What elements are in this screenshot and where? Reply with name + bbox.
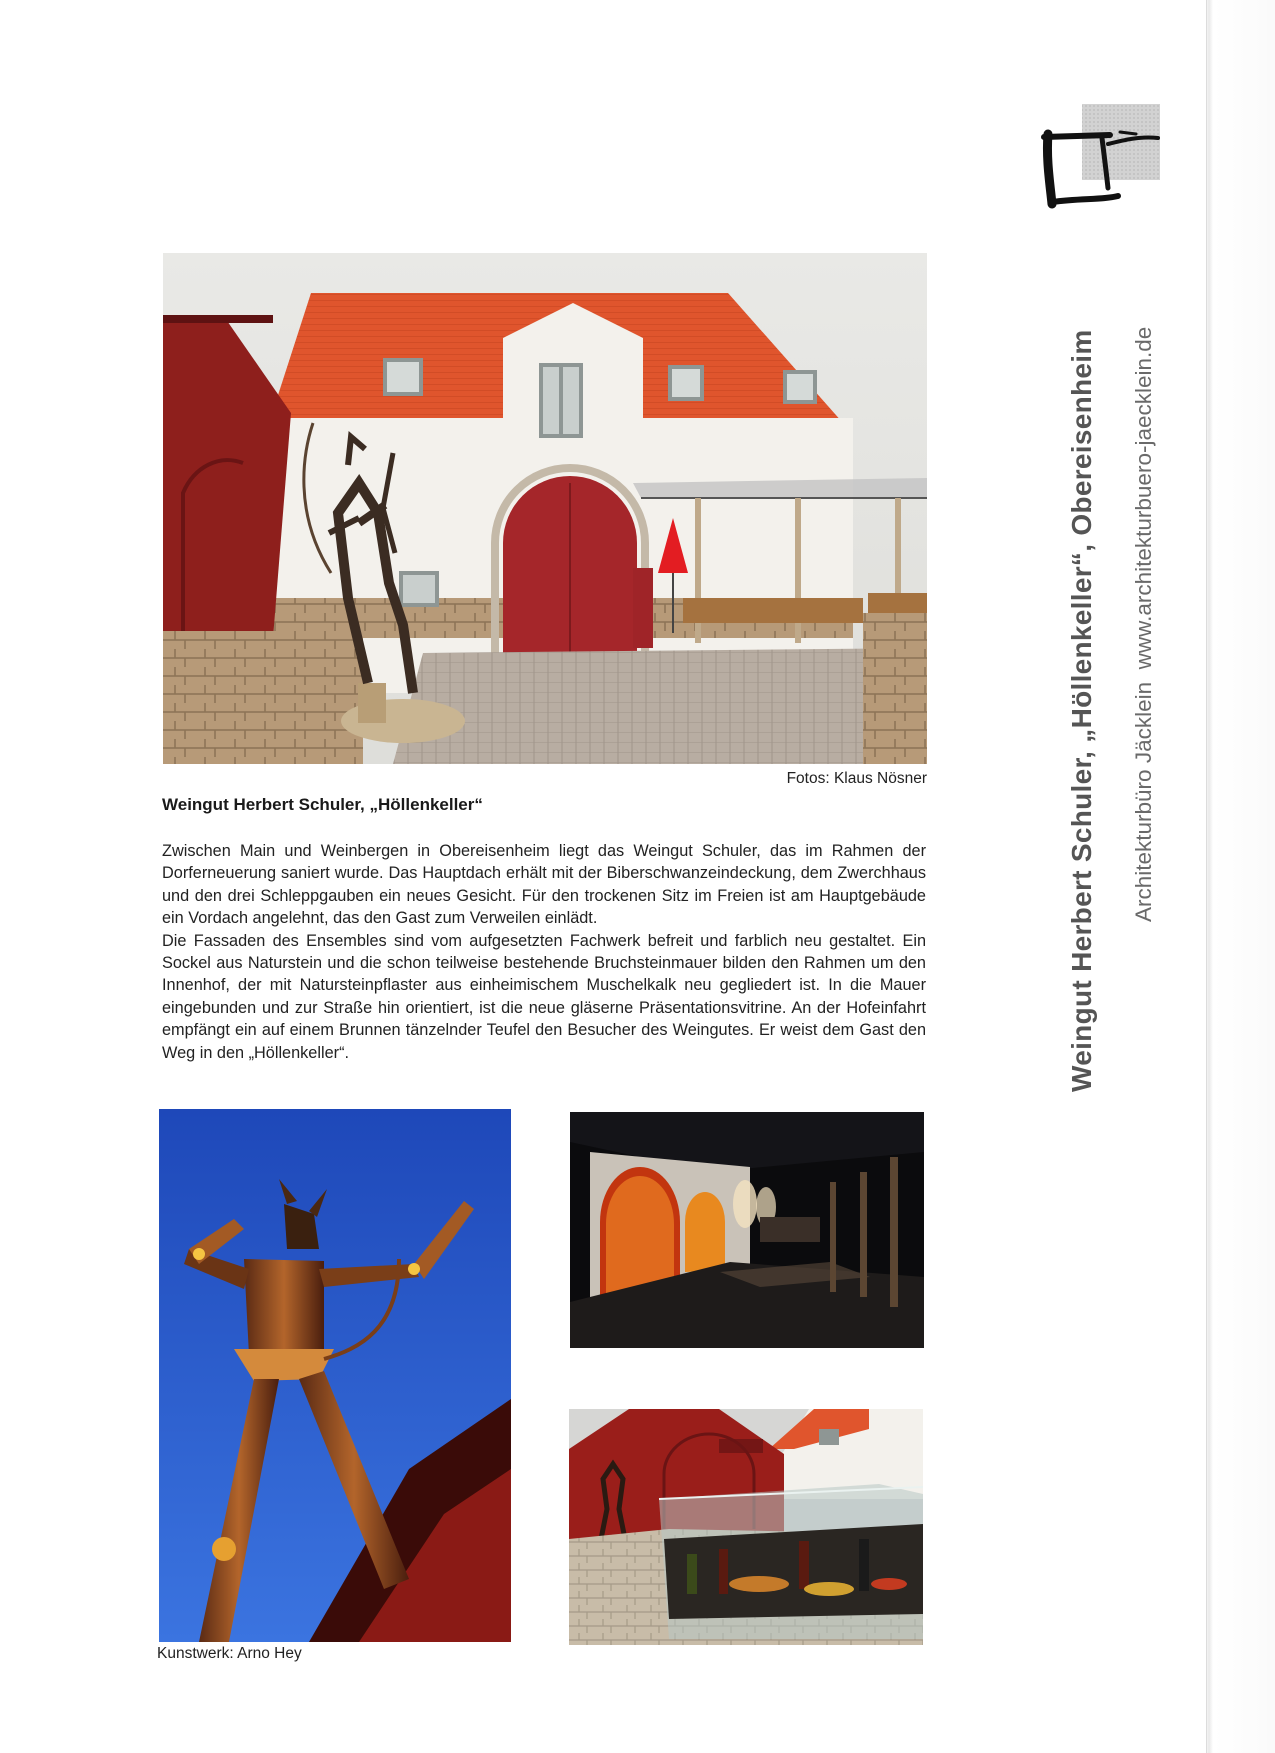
- photo-devil-sculpture: [159, 1109, 511, 1642]
- article-title: Weingut Herbert Schuler, „Höllenkeller“: [162, 795, 483, 814]
- architect-logo: [1040, 104, 1162, 216]
- article-paragraph: Zwischen Main und Weinbergen in Obereisenheim liegt das Weingut Schuler, das im Rahmen der Dorferneuerung saniert wurde. Das Hauptdach erhält mit der Biberschwanzeindeckung, dem Zwerchhaus und den drei Schleppgauben ein neues Gesicht. Für den trockenen Sitz im Freien ist am Hauptgebäude ein Vordach angelehnt, das den Gast zum Verweilen einlädt.: [162, 842, 926, 928]
- photo-credit: Fotos: Klaus Nösner: [786, 770, 927, 787]
- photo-glass-vitrine: [569, 1409, 923, 1645]
- side-subtitle: Architekturbüro Jäcklein www.architekturbuero-jaecklein.de: [1131, 326, 1156, 922]
- art-credit: Kunstwerk: Arno Hey: [157, 1645, 302, 1662]
- side-title: Weingut Herbert Schuler, „Höllenkeller“, Obereisenheim: [1066, 329, 1097, 1092]
- photo-night-arcade: [570, 1112, 924, 1348]
- article-paragraph: Die Fassaden des Ensembles sind vom aufgesetzten Fachwerk befreit und farblich neu gestaltet. Ein Sockel aus Naturstein und die schon teilweise bestehende Bruchsteinmauer bilden den Rahmen um den Innenhof, der mit Natursteinpflaster aus einheimischem Muschelkalk neu gegliedert ist. In die Mauer eingebunden und zur Straße hin orientiert, ist die neue gläserne Präsentationsvitrine. An der Hofeinfahrt empfängt ein auf einem Brunnen tänzelnder Teufel den Besucher des Weingutes. Er weist dem Gast den Weg in den „Höllenkeller“.: [162, 931, 926, 1062]
- article-body: [162, 840, 926, 1064]
- photo-winery-courtyard: [163, 253, 927, 764]
- page-edge: [1206, 0, 1275, 1753]
